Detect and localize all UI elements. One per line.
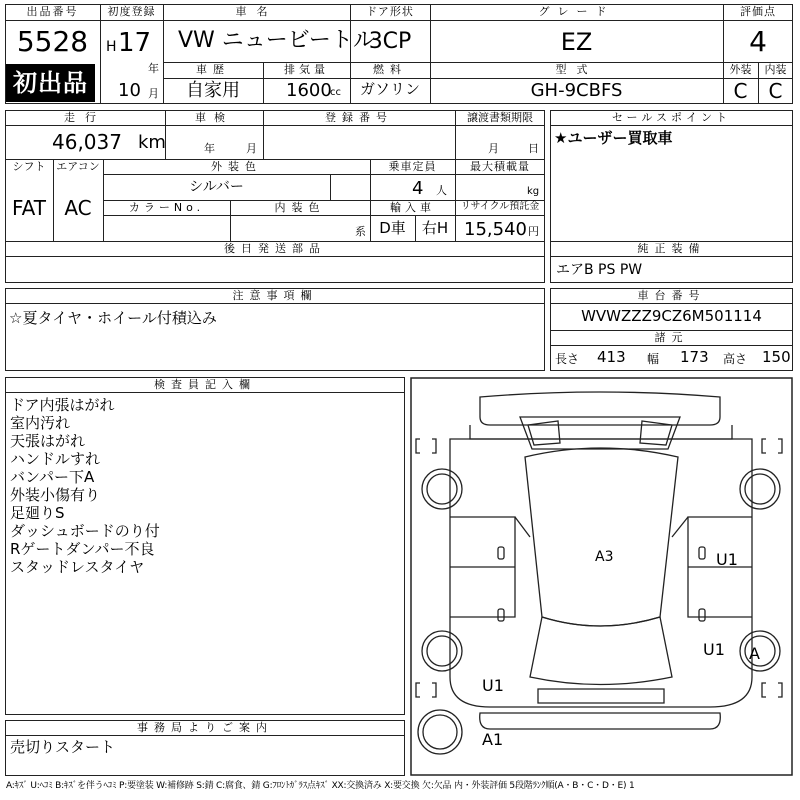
fuel: ガソリン <box>359 80 420 98</box>
inspector-line: 足廻りS <box>10 504 65 522</box>
int-label: 内装 <box>764 63 787 76</box>
inspector-line: 外装小傷有り <box>10 486 101 504</box>
inspector-line: 天張はがれ <box>10 432 86 450</box>
transfer-month-unit: 月 <box>488 142 499 155</box>
office-text: 売切りスタート <box>10 738 116 756</box>
mark-right-rear-wheel: A <box>749 644 760 663</box>
lot-no: 5528 <box>16 25 89 58</box>
inspector-line: 室内汚れ <box>10 414 71 432</box>
door: 3CP <box>368 29 412 54</box>
load-unit: kg <box>527 186 540 197</box>
grade-label: グレード <box>538 5 615 18</box>
car-name: VW ニュービートル <box>178 28 375 53</box>
import-label: 輸入車 <box>390 201 435 214</box>
vin: WVWZZZ9CZ6M501114 <box>581 307 762 325</box>
length: 413 <box>597 348 626 366</box>
length-label: 長さ <box>555 352 580 366</box>
displacement: 1600 <box>286 80 332 101</box>
height: 150 <box>762 348 791 366</box>
reg-no-label: 登録番号 <box>325 111 393 124</box>
later-parts-label: 後日発送部品 <box>224 242 326 255</box>
displacement-label: 排気量 <box>284 63 329 76</box>
shift: FAT <box>11 196 46 220</box>
door-label: ドア形状 <box>366 5 414 18</box>
year-unit: 年 <box>148 62 159 75</box>
inspector-line: Rゲートダンパー不良 <box>10 540 155 558</box>
equipment: エアB PS PW <box>556 262 643 278</box>
car-name-label: 車名 <box>235 5 278 18</box>
lot-no-label: 出品番号 <box>26 5 79 18</box>
inspector-notes <box>10 396 160 576</box>
era: H <box>106 39 117 55</box>
mark-spare: A1 <box>482 730 504 749</box>
score-label: 評価点 <box>740 5 776 18</box>
recycle-label: リサイクル預託金 <box>460 201 540 212</box>
exterior-color: シルバー <box>189 179 244 195</box>
first-reg-label: 初度登録 <box>107 5 156 18</box>
inspection-label: 車検 <box>195 111 233 124</box>
mark-right-door: U1 <box>716 550 738 569</box>
first-reg-year: 17 <box>118 28 152 58</box>
mark-rear-left: U1 <box>482 676 504 695</box>
mark-roof: A3 <box>595 549 614 565</box>
inspector-line: ダッシュボードのり付 <box>10 522 160 540</box>
inspector-line: バンパー下A <box>10 468 95 486</box>
ext-label: 外装 <box>729 63 752 76</box>
month-unit: 月 <box>148 87 159 100</box>
history: 自家用 <box>186 80 240 101</box>
first-listing-badge: 初出品 <box>6 64 95 102</box>
score: 4 <box>749 25 767 58</box>
displacement-unit: cc <box>330 87 341 98</box>
model: GH-9CBFS <box>530 80 623 101</box>
inspection-year-unit: 年 <box>204 142 215 155</box>
sales-point-label: セールスポイント <box>611 111 731 124</box>
shift-label: シフト <box>12 160 46 173</box>
capacity-label: 乗車定員 <box>388 160 437 173</box>
inspector-line: ドア内張はがれ <box>10 396 115 414</box>
int-score: C <box>768 79 783 103</box>
sales-point: ★ユーザー買取車 <box>554 129 673 147</box>
caution: ☆夏タイヤ・ホイール付積込み <box>9 309 217 327</box>
ext-score: C <box>733 79 748 103</box>
mark-right-rear-panel: U1 <box>703 640 725 659</box>
width-label: 幅 <box>647 352 660 366</box>
caution-label: 注意事項欄 <box>232 289 318 302</box>
ac: AC <box>64 196 92 220</box>
inspector-label: 検査員記入欄 <box>154 378 256 391</box>
transfer-label: 譲渡書類期限 <box>467 111 533 124</box>
height-label: 高さ <box>723 352 748 366</box>
exterior-color-label: 外装色 <box>211 160 262 173</box>
handle-side: 右H <box>421 219 449 237</box>
history-label: 車歴 <box>196 63 230 76</box>
car-damage-diagram <box>410 377 793 776</box>
spec-label: 諸元 <box>654 331 689 344</box>
recycle-fee: 15,540 <box>464 219 527 240</box>
inspector-line: ハンドルすれ <box>10 450 101 468</box>
capacity: 4 <box>412 178 424 199</box>
capacity-unit: 人 <box>436 184 447 197</box>
interior-color-label: 内装色 <box>274 201 326 214</box>
interior-color-suffix: 系 <box>355 225 366 238</box>
fuel-label: 燃料 <box>373 63 407 76</box>
transfer-day-unit: 日 <box>528 142 539 155</box>
model-label: 型式 <box>555 63 598 76</box>
grade: EZ <box>560 28 593 56</box>
width: 173 <box>680 348 709 366</box>
office-label: 事務局よりご案内 <box>137 721 273 734</box>
import-type: D車 <box>379 219 406 237</box>
equipment-label: 純正装備 <box>637 242 706 255</box>
legend: A:ｷｽﾞ U:ﾍｺﾐ B:ｷｽﾞを伴うﾍｺﾐ P:要塗装 W:補修跡 S:錆 C:腐食、錆 G:ﾌﾛﾝﾄｶﾞﾗｽ点ｷｽﾞ XX:交換済み X:要交換 欠:欠品 内・外装評価 5段階ﾗﾝｸ順(A・B・C・D・E) 1 <box>6 781 635 791</box>
first-reg-month: 10 <box>118 80 141 101</box>
mileage-label: 走行 <box>64 111 106 124</box>
load-label: 最大積載量 <box>470 160 530 173</box>
mileage-unit: km <box>138 132 166 153</box>
inspector-line: スタッドレスタイヤ <box>10 558 145 576</box>
mileage: 46,037 <box>52 130 122 154</box>
ac-label: エアコン <box>56 160 100 173</box>
recycle-unit: 円 <box>528 225 539 238</box>
color-no-label: カラーNo. <box>128 201 205 214</box>
inspection-month-unit: 月 <box>246 142 257 155</box>
vin-label: 車台番号 <box>637 289 706 302</box>
